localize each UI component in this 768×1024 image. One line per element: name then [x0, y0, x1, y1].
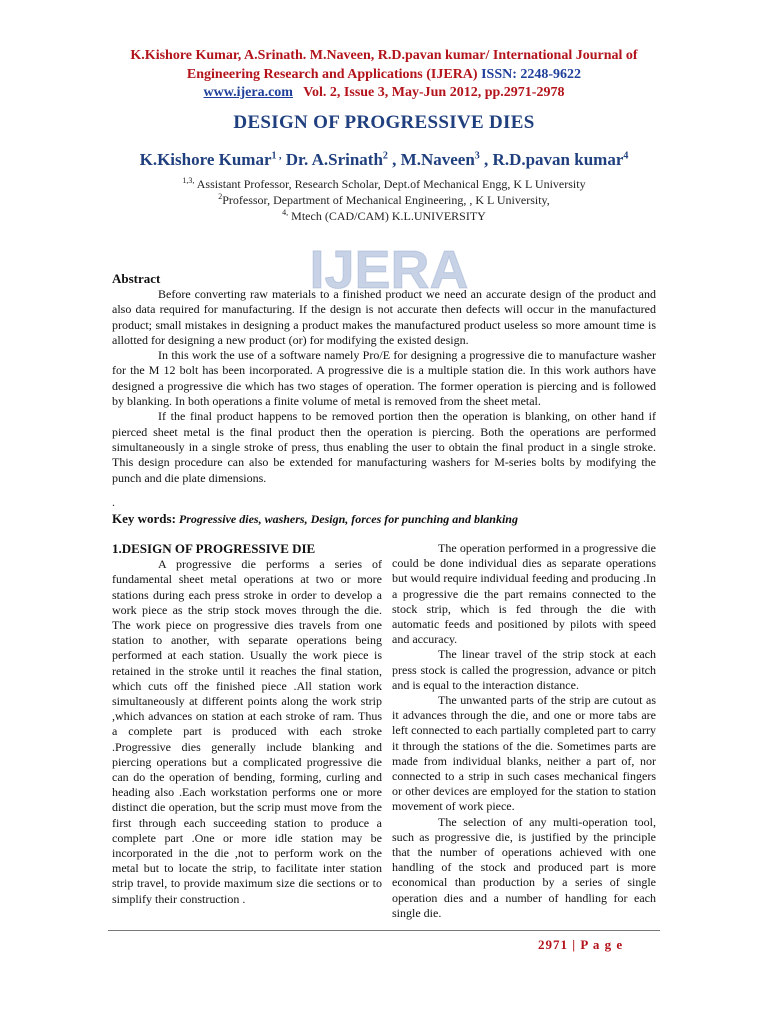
body-paragraph: The selection of any multi-operation tool, such as progressive die, is justified by the principle that the number of operations achieved with one handling of the stock and produced part is more economical than production by a series of single operation dies and a number of handling for each single die. [392, 814, 656, 920]
journal-header-line2 [0, 65, 768, 84]
abstract-heading: Abstract [112, 271, 161, 286]
journal-header-line3 [0, 83, 768, 102]
body-paragraph: The unwanted parts of the strip are cutout as it advances through the die, and one or more tabs are left connected to each partially completed part to carry it through the stations of the die. Sometimes parts are made from individual blanks, neither a part of, nor connected to a strip in such cases mechanical fingers or other devices are employed for the station to station movement of work piece. [392, 693, 656, 814]
author-name: , R.D.pavan kumar [479, 150, 624, 169]
author-sup: 2 [382, 150, 388, 162]
left-column [112, 541, 382, 907]
right-column [392, 541, 656, 921]
author-name: K.Kishore Kumar [139, 150, 272, 169]
affiliation-3 [0, 205, 768, 224]
abstract-paragraph: In this work the use of a software namely Pro/E for designing a progressive die to manufacture washer for the M 12 bolt has been incorporated. A progressive die is a multiple station die. In this work authors have designed a progressive die which has two stages of operation. The former operation is piercing and is followed by blanking. In both operations a finite volume of metal is removed from the sheet metal. [112, 348, 656, 409]
section-heading: 1.DESIGN OF PROGRESSIVE DIE [112, 541, 316, 556]
keywords-label: Key words: [112, 511, 176, 526]
footer-rule [108, 930, 660, 931]
page-number: 2971 | P a g e [538, 937, 624, 952]
body-paragraph: The linear travel of the strip stock at each press stock is called the progression, advance or pitch and is equal to the interaction distance. [392, 647, 656, 692]
abstract-paragraph: If the final product happens to be removed portion then the operation is blanking, on other hand if pierced sheet metal is the final product then the operation is piercing. Both the operations are performed simultaneously in a single stroke of press, thus enabling the user to obtain the final product in a single stroke. This design procedure can also be extended for manufacturing washers for M-series bolts by modifying the punch and die plate dimensions. [112, 409, 656, 485]
keywords [112, 511, 656, 527]
journal-url-link[interactable]: www.ijera.com [203, 85, 293, 100]
affiliation-text: Assistant Professor, Research Scholar, Dept.of Mechanical Engg, K L University [194, 177, 586, 191]
watermark-text: IJERA [309, 240, 469, 300]
author-list [0, 150, 768, 170]
paper-title: DESIGN OF PROGRESSIVE DIES [233, 112, 535, 133]
author-sup: 3 [474, 150, 480, 162]
affiliation-sup: 2 [218, 192, 223, 201]
author-name: , M.Naveen [387, 150, 475, 169]
journal-volume-info: Vol. 2, Issue 3, May-Jun 2012, pp.2971-2978 [303, 85, 565, 100]
affiliation-text: Professor, Department of Mechanical Engineering, , K L University, [222, 193, 550, 207]
journal-header-line1: K.Kishore Kumar, A.Srinath. M.Naveen, R.D.pavan kumar/ International Journal of [130, 48, 638, 63]
affiliation-sup: 1,3, [182, 176, 195, 185]
abstract-body [112, 287, 656, 486]
author-name: Dr. A.Srinath [281, 150, 383, 169]
body-paragraph: The operation performed in a progressive die could be done individual dies as separate operations but would require individual feeding and producing .In a progressive die the part remains connected to the stock strip, which is fed through the die with automatic feeds and positioned by pilots with speed and accuracy. [392, 541, 656, 647]
abstract-paragraph: Before converting raw materials to a finished product we need an accurate design of the product and also data required for manufacturing. If the design is not accurate then defects will occur in the manufactured product; small mistakes in designing a product makes the manufactured product useless so more amount time is allotted for designing a new product (or) for modifying the existed design. [112, 287, 656, 347]
author-sup: 1 , [271, 150, 282, 162]
journal-issn: ISSN: 2248-9622 [481, 67, 582, 82]
body-paragraph: A progressive die performs a series of fundamental sheet metal operations at two or more stations during each press stroke in order to develop a work piece as the strip stock moves through the die. The work piece on progressive dies travels from one station to another, with separate operations being performed at each station. Usually the work piece is retained in the stroke until it reaches the final station, which cuts off the finished piece .All station work simultaneously at different points along the work strip ,which advances on station at each stroke of ram. Thus a complete part is produced with each stroke .Progressive dies generally include blanking and piercing operations but a complicated progressive die can do the operation of bending, forming, curling and heading also .Each workstation performs one or more distinct die operation, but the scrip must move from the first through each succeeding station to produce a complete part .One or more idle station may be incorporated in the die ,not to perform work on the metal but to locate the strip, to facilitate inter station strip travel, to provide maximum size die sections or to simplify their construction . [112, 557, 382, 906]
keywords-text: Progressive dies, washers, Design, forces for punching and blanking [175, 512, 518, 526]
affiliation-text: Mtech (CAD/CAM) K.L.UNIVERSITY [288, 209, 486, 223]
journal-name: Engineering Research and Applications (IJERA) [186, 67, 478, 82]
affiliation-sup: 4, [282, 208, 289, 217]
author-sup: 4 [623, 150, 629, 162]
abstract-trailing-dot: . [112, 495, 115, 509]
